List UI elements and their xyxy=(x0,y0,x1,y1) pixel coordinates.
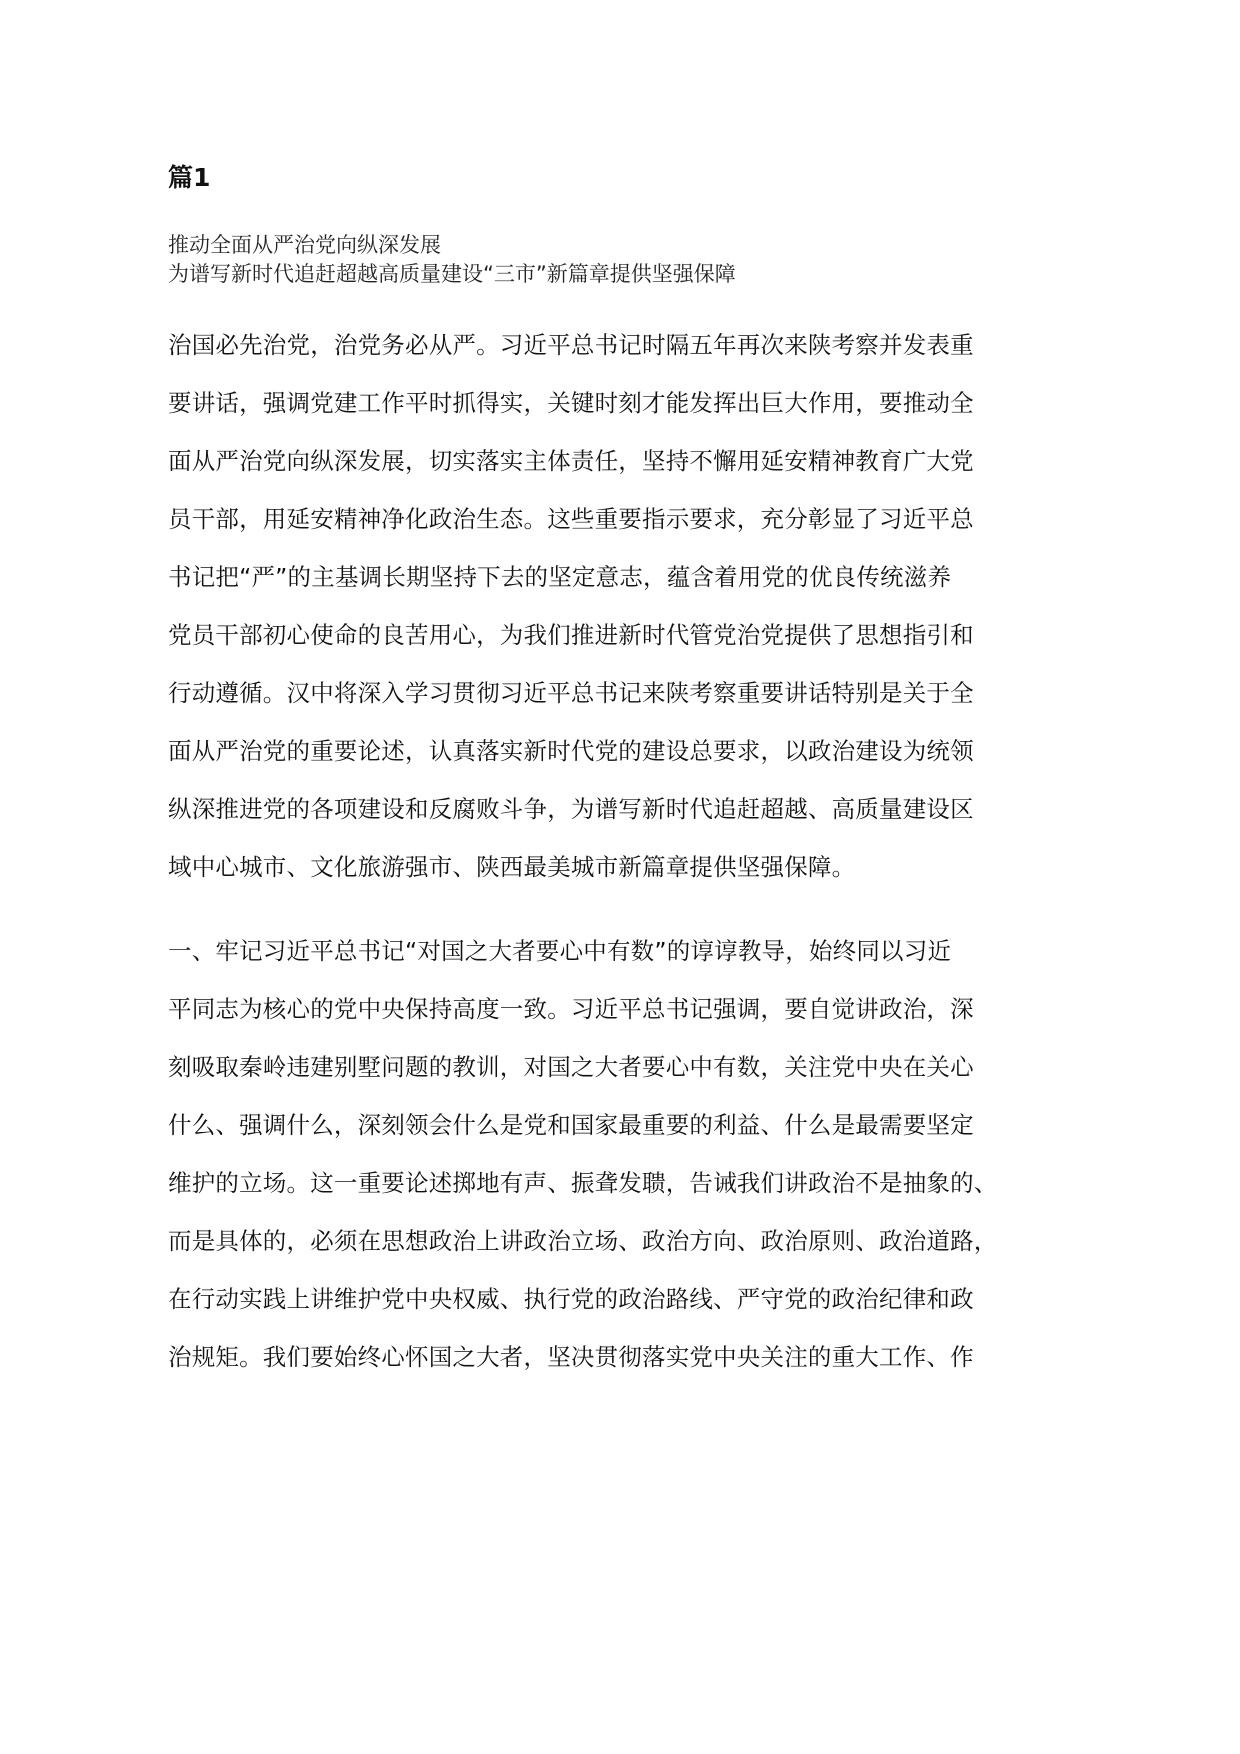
document-subtitle xyxy=(168,231,736,289)
text-line: 刻吸取秦岭违建别墅问题的教训，对国之大者要心中有数，关注党中央在关心 xyxy=(168,1053,974,1081)
text-line: 维护的立场。这一重要论述掷地有声、振聋发聩，告诫我们讲政治不是抽象的、 xyxy=(168,1169,998,1197)
text-line: 治国必先治党，治党务必从严。习近平总书记时隔五年再次来陕考察并发表重 xyxy=(168,331,974,359)
text-line: 书记把“严”的主基调长期坚持下去的坚定意志，蕴含着用党的优良传统滋养 xyxy=(168,563,952,591)
text-line: 面从严治党向纵深发展，切实落实主体责任，坚持不懈用延安精神教育广大党 xyxy=(168,447,974,475)
text-line: 行动遵循。汉中将深入学习贯彻习近平总书记来陕考察重要讲话特别是关于全 xyxy=(168,679,974,707)
paragraph-intro xyxy=(168,330,974,910)
text-line: 什么、强调什么，深刻领会什么是党和国家最重要的利益、什么是最需要坚定 xyxy=(168,1111,974,1139)
text-line: 面从严治党的重要论述，认真落实新时代党的建设总要求，以政治建设为统领 xyxy=(168,737,974,765)
text-line: 治规矩。我们要始终心怀国之大者，坚决贯彻落实党中央关注的重大工作、作 xyxy=(168,1343,974,1371)
text-line: 员干部，用延安精神净化政治生态。这些重要指示要求，充分彰显了习近平总 xyxy=(168,505,974,533)
text-line: 要讲话，强调党建工作平时抓得实，关键时刻才能发挥出巨大作用，要推动全 xyxy=(168,389,974,417)
text-line: 一、牢记习近平总书记“对国之大者要心中有数”的谆谆教导，始终同以习近 xyxy=(168,937,952,965)
paragraph-section-one xyxy=(168,936,998,1400)
text-line: 而是具体的，必须在思想政治上讲政治立场、政治方向、政治原则、政治道路， xyxy=(168,1227,998,1255)
subtitle-line: 为谱写新时代追赶超越高质量建设“三市”新篇章提供坚强保障 xyxy=(168,262,736,286)
text-line: 在行动实践上讲维护党中央权威、执行党的政治路线、严守党的政治纪律和政 xyxy=(168,1285,974,1313)
text-line: 域中心城市、文化旅游强市、陕西最美城市新篇章提供坚强保障。 xyxy=(168,853,856,881)
text-line: 党员干部初心使命的良苦用心，为我们推进新时代管党治党提供了思想指引和 xyxy=(168,621,974,649)
section-heading: 篇1 xyxy=(168,163,211,192)
text-line: 平同志为核心的党中央保持高度一致。习近平总书记强调，要自觉讲政治，深 xyxy=(168,995,974,1023)
subtitle-line: 推动全面从严治党向纵深发展 xyxy=(168,233,441,257)
text-line: 纵深推进党的各项建设和反腐败斗争，为谱写新时代追赶超越、高质量建设区 xyxy=(168,795,974,823)
